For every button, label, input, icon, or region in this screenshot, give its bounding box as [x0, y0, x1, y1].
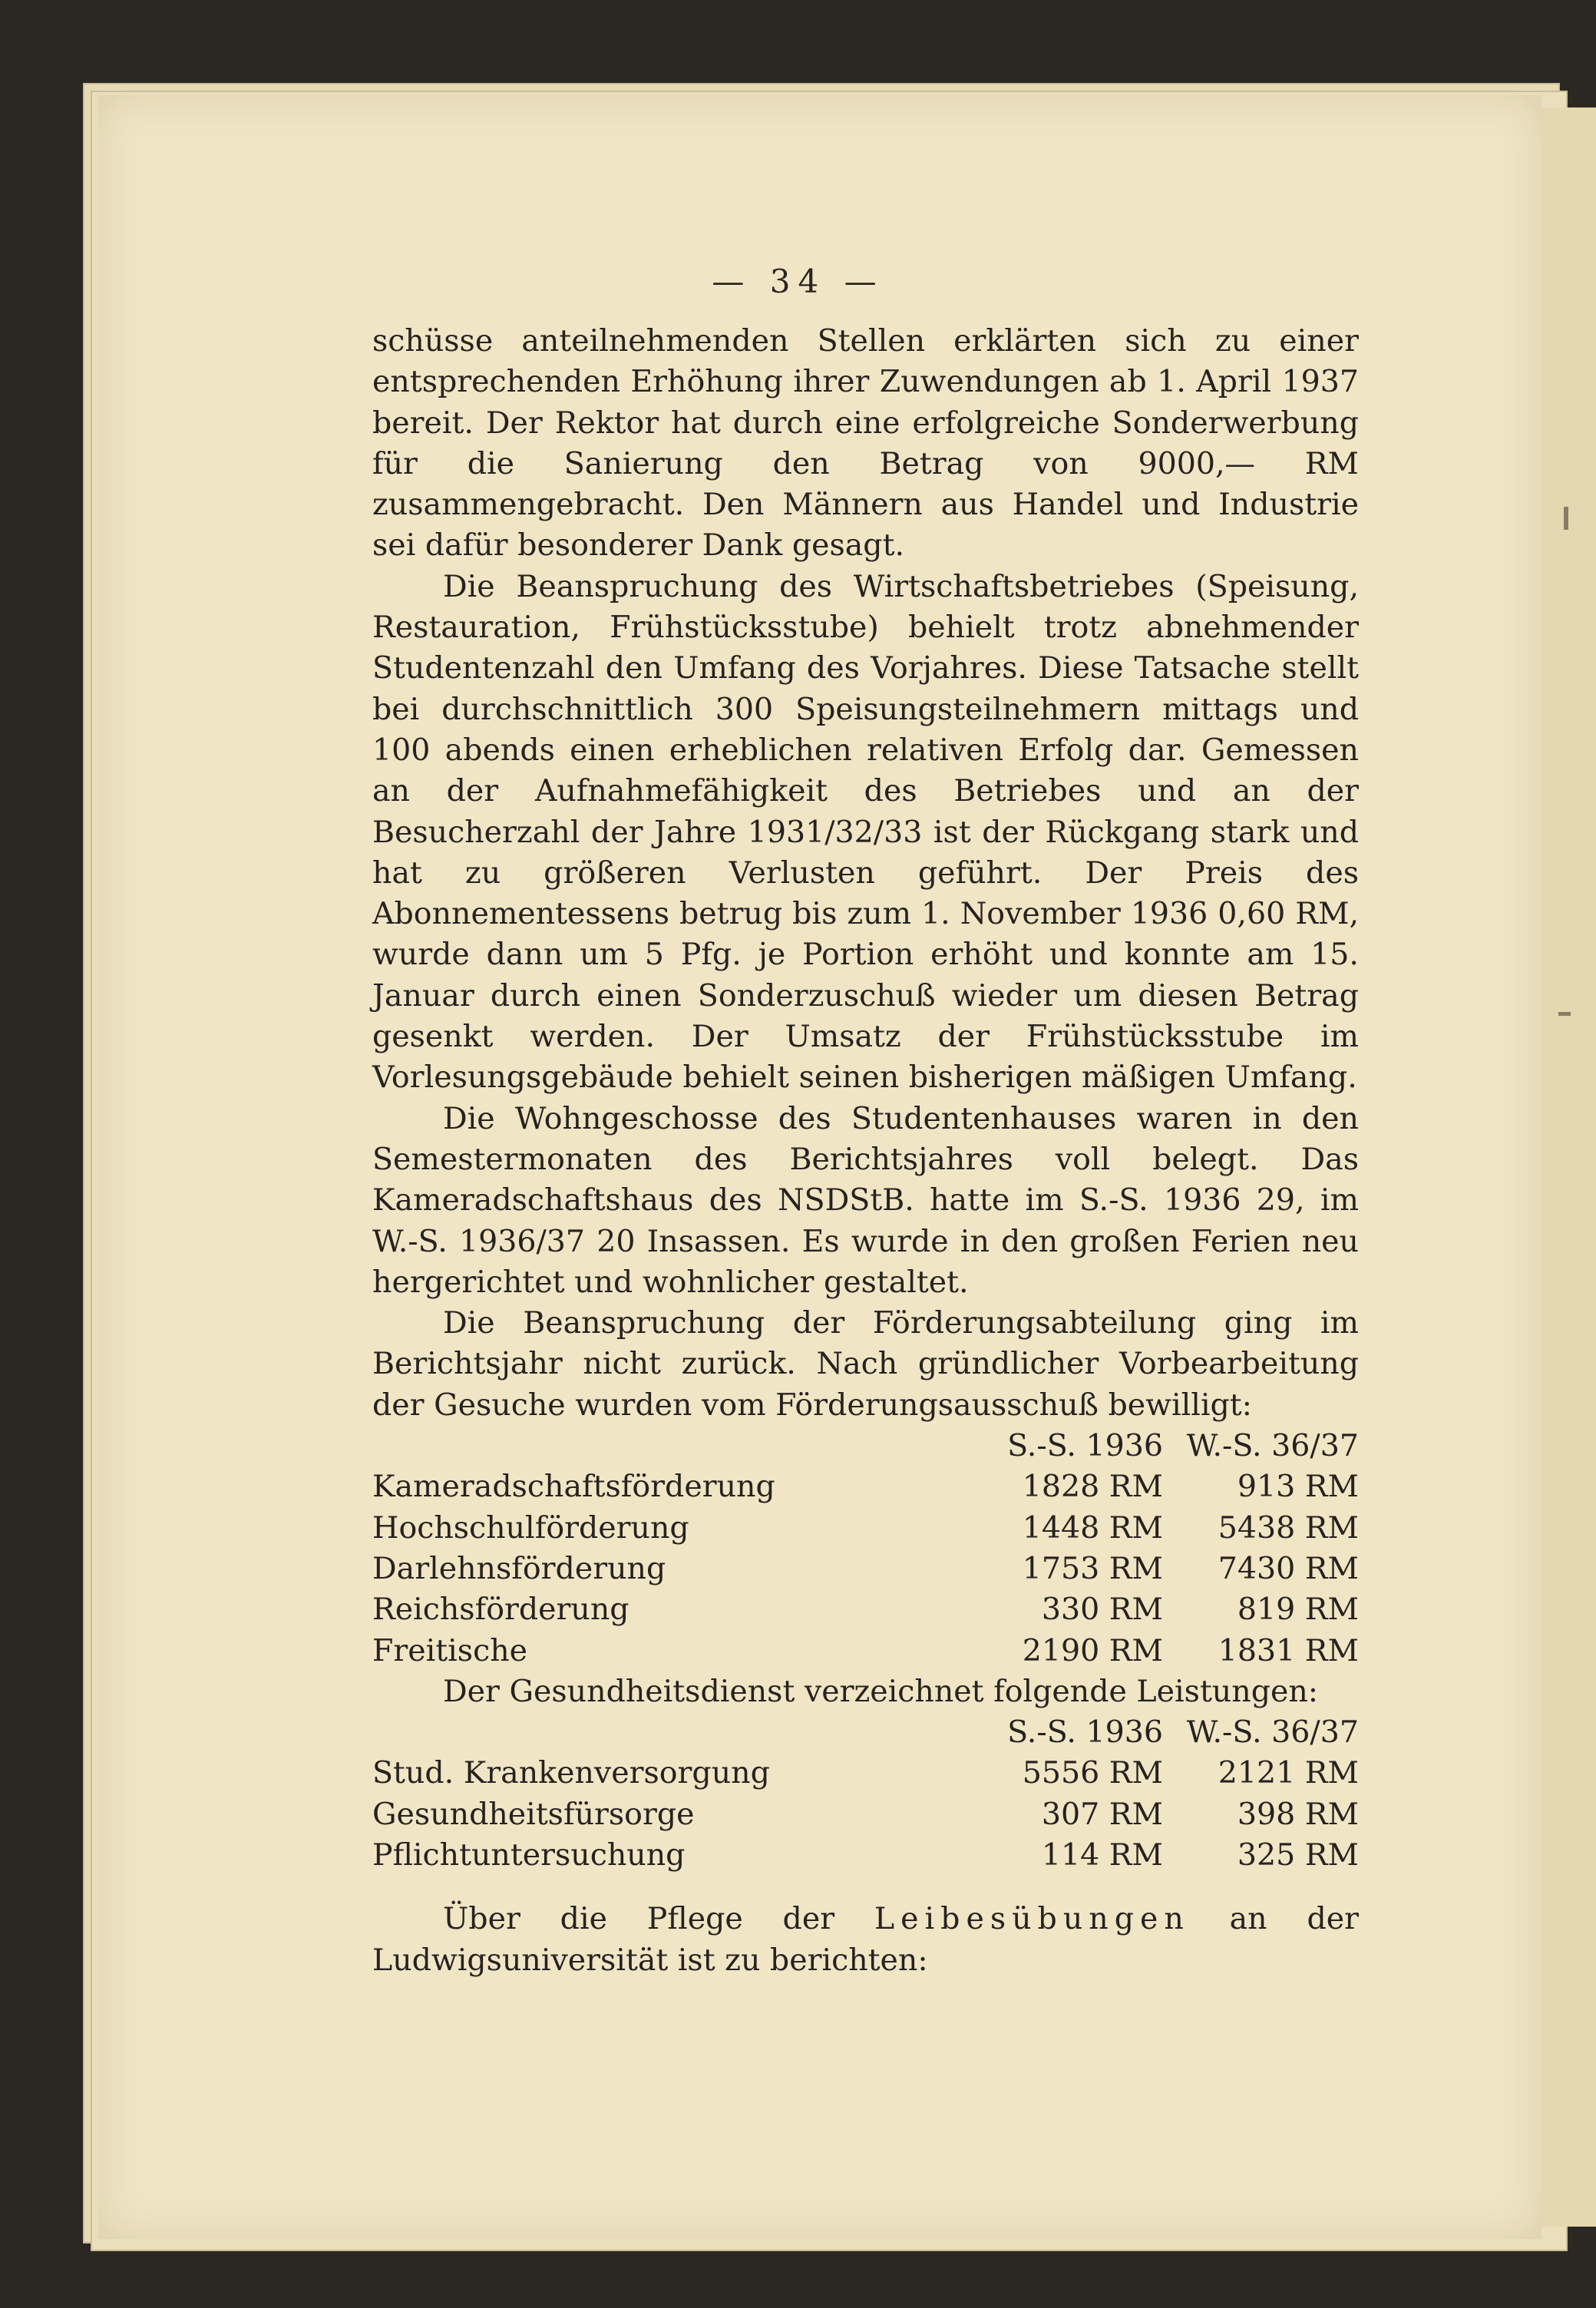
paragraph-1: schüsse anteilnehmenden Stellen erklärten sich zu einer entsprechenden Erhöhung ihrer Zuwendungen ab 1. April 1937 bereit. Der Rektor hat durch eine erfolgreiche Sonderwerbung für die Sanierung den Betrag von 9000,— RM zusammengebracht. Den Männern aus Handel und Industrie sei dafür besonderer Dank gesagt. [372, 323, 1359, 564]
table-row [372, 1753, 1359, 1794]
column-header-ss: S.-S. 1936 [1007, 1428, 1163, 1464]
table-row [372, 1631, 1359, 1671]
value-ss: 1753 RM [1022, 1550, 1163, 1586]
row-label: Hochschulförderung [372, 1509, 689, 1546]
closing-text-after: an der Ludwigsuniversität ist zu berichten: [372, 1901, 1359, 1978]
margin-mark [1564, 507, 1568, 530]
row-label: Pflichtuntersuchung [372, 1837, 686, 1873]
table-row [372, 1794, 1359, 1835]
value-ss: 307 RM [1041, 1796, 1163, 1832]
table-row [372, 1549, 1359, 1589]
facing-page-edge [1541, 107, 1596, 2227]
closing-paragraph [372, 1899, 1359, 1981]
closing-emphasis: Leibesübungen [874, 1901, 1190, 1937]
row-label: Freitische [372, 1632, 528, 1668]
health-intro: Der Gesundheitsdienst verzeichnet folgende Leistungen: [443, 1673, 1319, 1709]
value-ss: 330 RM [1041, 1592, 1163, 1628]
row-label: Stud. Krankenversorgung [372, 1755, 770, 1791]
table-row [372, 1466, 1359, 1507]
health-table [372, 1712, 1359, 1876]
value-ss: 2190 RM [1022, 1632, 1163, 1668]
margin-mark [1558, 1012, 1571, 1016]
health-table-header [372, 1712, 1359, 1753]
closing-text-before: Über die Pflege der [443, 1901, 874, 1937]
row-label: Reichsförderung [372, 1592, 629, 1628]
value-ss: 1828 RM [1022, 1469, 1163, 1505]
value-ws: 398 RM [1237, 1796, 1359, 1832]
value-ws: 7430 RM [1218, 1550, 1359, 1586]
value-ws: 325 RM [1237, 1837, 1359, 1873]
funding-table-header [372, 1426, 1359, 1466]
value-ws: 1831 RM [1218, 1632, 1359, 1668]
value-ss: 5556 RM [1022, 1755, 1163, 1791]
value-ws: 5438 RM [1218, 1509, 1359, 1546]
column-header-ws: W.-S. 36/37 [1186, 1428, 1359, 1464]
row-label: Kameradschaftsförderung [372, 1469, 775, 1505]
row-label: Gesundheitsfürsorge [372, 1796, 695, 1832]
table-row [372, 1589, 1359, 1630]
paragraph-4: Die Beanspruchung der Förderungsabteilung ging im Berichtsjahr nicht zurück. Nach gründlicher Vorbearbeitung der Gesuche wurden vom Förderungsausschuß bewilligt: [372, 1305, 1359, 1423]
column-header-ss: S.-S. 1936 [1007, 1714, 1163, 1751]
paragraph-3: Die Wohngeschosse des Studentenhauses waren in den Semestermonaten des Berichtsjahres voll belegt. Das Kameradschaftshaus des NSDStB. hatte im S.-S. 1936 29, im W.-S. 1936/37 20 Insassen. Es wurde in den großen Ferien neu hergerichtet und wohnlicher gestaltet. [372, 1100, 1359, 1300]
value-ws: 913 RM [1237, 1469, 1359, 1505]
row-label: Darlehnsförderung [372, 1550, 666, 1586]
column-header-ws: W.-S. 36/37 [1186, 1714, 1359, 1751]
value-ws: 2121 RM [1218, 1755, 1359, 1791]
paragraph-2: Die Beanspruchung des Wirtschaftsbetriebes (Speisung, Restauration, Frühstücksstube) behielt trotz abnehmender Studentenzahl den Umfang des Vorjahres. Diese Tatsache stellt bei durchschnittlich 300 Speisungsteilnehmern mittags und 100 abends einen erheblichen relativen Erfolg dar. Gemessen an der Aufnahmefähigkeit des Betriebes und an der Besucherzahl der Jahre 1931/32/33 ist der Rückgang stark und hat zu größeren Verlusten geführt. Der Preis des Abonnementessens betrug bis zum 1. November 1936 0,60 RM, wurde dann um 5 Pfg. je Portion erhöht und konnte am 15. Januar durch einen Sonderzuschuß wieder um diesen Betrag gesenkt werden. Der Umsatz der Frühstücksstube im Vorlesungsgebäude behielt seinen bisherigen mäßigen Umfang. [372, 568, 1359, 1096]
value-ws: 819 RM [1237, 1592, 1359, 1628]
page-body [372, 321, 1359, 1981]
table-row [372, 1508, 1359, 1549]
value-ss: 1448 RM [1022, 1509, 1163, 1546]
page-number: — 34 — [712, 263, 884, 300]
funding-table [372, 1426, 1359, 1671]
value-ss: 114 RM [1041, 1837, 1163, 1873]
table-row [372, 1835, 1359, 1876]
